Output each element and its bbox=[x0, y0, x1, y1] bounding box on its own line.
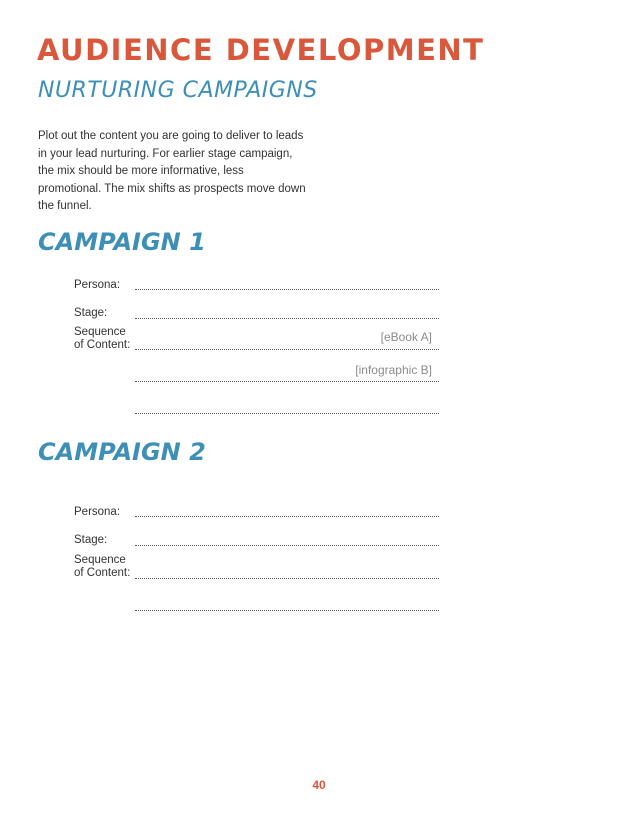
campaign-1-persona-label: Persona: bbox=[74, 279, 121, 291]
campaign-2-stage-label: Stage: bbox=[74, 534, 108, 546]
campaign-2-stage-line[interactable] bbox=[135, 545, 439, 546]
campaign-1-example-ebook: [eBook A] bbox=[380, 330, 432, 344]
page-subtitle: NURTURING CAMPAIGNS bbox=[38, 78, 318, 103]
campaign-2-sequence-label-line1: Sequence bbox=[74, 554, 126, 566]
campaign-2-sequence-line-1[interactable] bbox=[135, 578, 439, 579]
campaign-2-sequence-label-line2: of Content: bbox=[74, 567, 131, 579]
campaign-2-title: CAMPAIGN 2 bbox=[38, 438, 206, 466]
intro-paragraph: Plot out the content you are going to deliver to leads in your lead nurturing. For earlier stage campaign, the mix should be more informative, less promotional. The mix shifts as prospects move down the funnel. bbox=[38, 130, 306, 212]
campaign-2-sequence-line-2[interactable] bbox=[135, 610, 439, 611]
campaign-1-sequence-label-line1: Sequence bbox=[74, 326, 126, 338]
page-title: AUDIENCE DEVELOPMENT bbox=[37, 33, 485, 67]
campaign-1-persona-line[interactable] bbox=[135, 289, 439, 290]
campaign-1-stage-line[interactable] bbox=[135, 318, 439, 319]
campaign-1-sequence-line-3[interactable] bbox=[135, 413, 439, 414]
campaign-1-sequence-line-2[interactable] bbox=[135, 381, 439, 382]
campaign-2-persona-line[interactable] bbox=[135, 516, 439, 517]
campaign-1-sequence-label-line2: of Content: bbox=[74, 339, 131, 351]
campaign-1-stage-label: Stage: bbox=[74, 307, 108, 319]
campaign-1-title: CAMPAIGN 1 bbox=[38, 228, 206, 256]
page-number: 40 bbox=[312, 778, 326, 792]
campaign-2-persona-label: Persona: bbox=[74, 506, 121, 518]
campaign-1-example-infographic: [infographic B] bbox=[355, 363, 432, 377]
campaign-1-sequence-line-1[interactable] bbox=[135, 349, 439, 350]
